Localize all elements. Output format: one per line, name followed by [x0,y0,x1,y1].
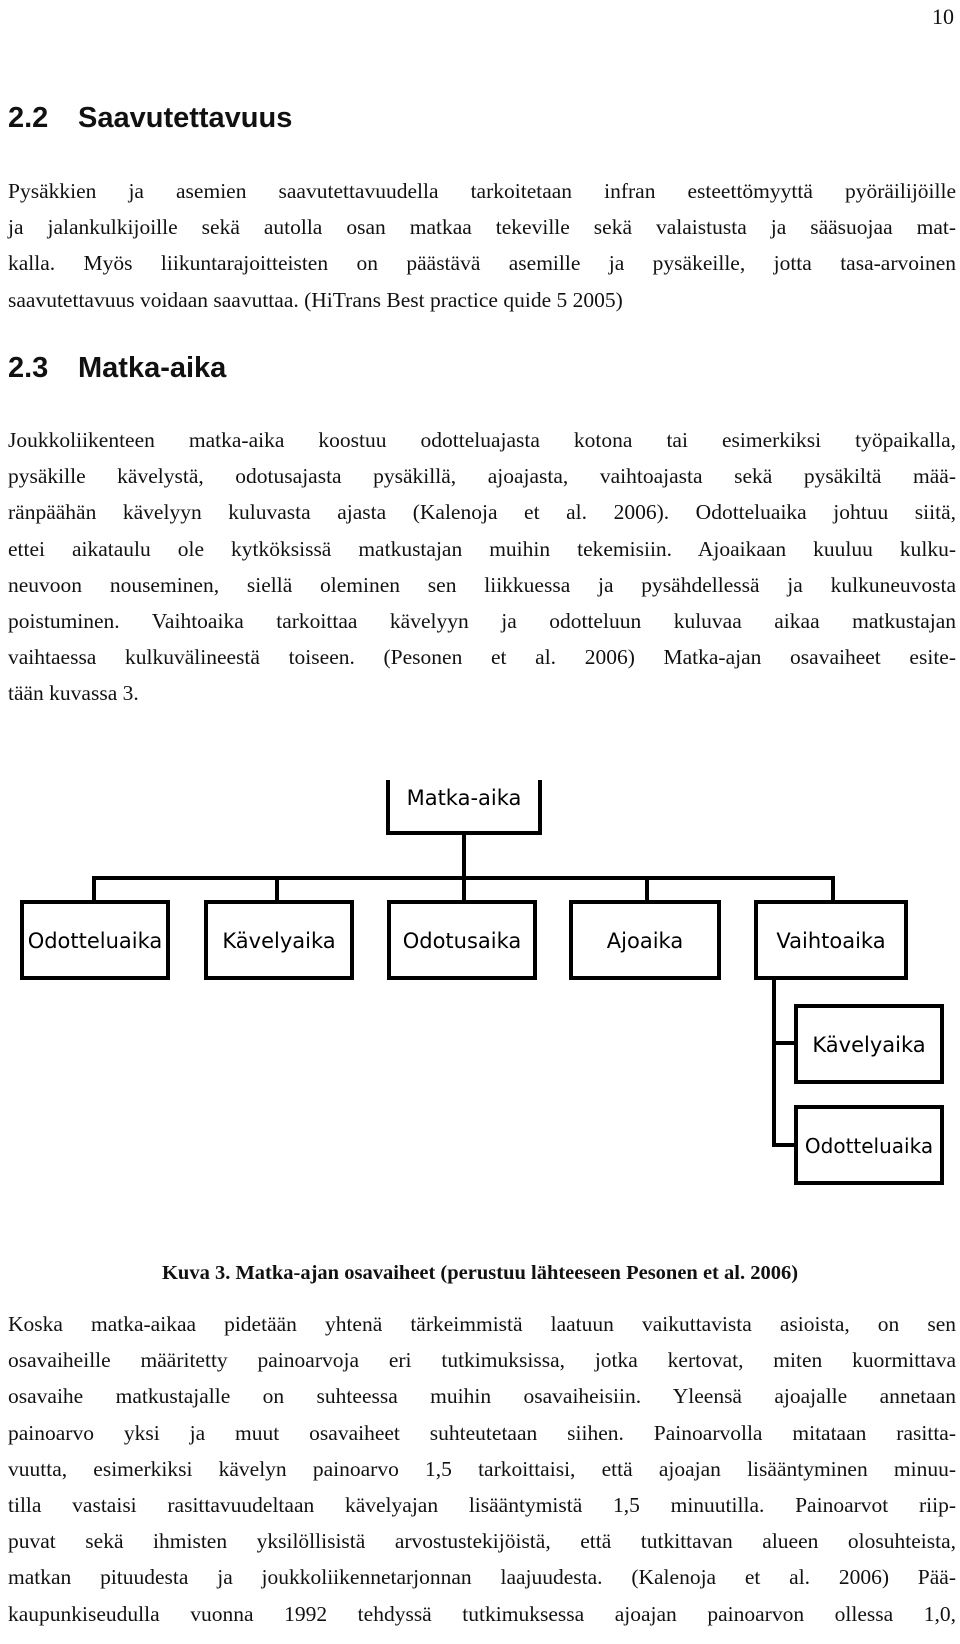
text-line: painoarvo yksi ja muut osavaiheet suhteutetaan siihen. Painoarvolla mitataan rasitta- [8,1420,956,1445]
text-line: puvat sekä ihmisten yksilöllisistä arvostustekijöistä, että tutkittavan alueen olosuhteista, [8,1529,956,1554]
node-grandchild-label: Odotteluaika [804,1134,934,1158]
diagram-connectors [94,833,833,1145]
text-line: vuutta, esimerkiksi kävelyn painoarvo 1,5 tarkoittaisi, että ajoajan lisääntyminen minuu- [8,1456,956,1481]
node-child-label: Ajoaika [606,929,684,953]
text-line: poistuminen. Vaihtoaika tarkoittaa kävelyyn ja odotteluun kuluvaa aikaa matkustajan [8,609,956,634]
text-line: Koska matka-aikaa pidetään yhtenä tärkeimmistä laatuun vaikuttavista asioista, on sen [8,1312,956,1336]
node-root-label: Matka-aika [406,786,522,810]
text-line: tään kuvassa 3. [8,681,139,706]
node-child-label: Vaihtoaika [776,929,886,953]
section-heading-2-2 [8,102,292,135]
section-title: Saavutettavuus [78,102,293,134]
text-line: ränpäähän kävelyyn kuluvasta ajasta (Kalenoja et al. 2006). Odotteluaika johtuu siitä, [8,500,956,525]
text-line: ettei aikataulu ole kytköksissä matkustajan muihin tekemisiin. Ajoaikaan kuuluu kulku- [8,536,956,561]
text-line: saavutettavuus voidaan saavuttaa. (HiTrans Best practice quide 5 2005) [8,287,623,312]
section-heading-2-3 [8,352,226,385]
text-line: tilla vastaisi rasittavuudeltaan kävelyajan lisääntymistä 1,5 minuutilla. Painoarvot riip- [8,1493,956,1518]
travel-time-hierarchy-diagram [0,780,960,1200]
text-line: neuvoon nouseminen, siellä oleminen sen liikkuessa ja pysähdellessä ja kulkuneuvosta [8,572,956,597]
figure-caption: Kuva 3. Matka-ajan osavaiheet (perustuu lähteeseen Pesonen et al. 2006) [161,1262,799,1284]
text-line: osavaihe matkustajalle on suhteessa muihin osavaiheisiin. Yleensä ajoajalle annetaan [8,1384,956,1409]
text-line: Pysäkkien ja asemien saavutettavuudella tarkoitetaan infran esteettömyyttä pyöräilijöille [8,179,956,203]
paragraph-matka-aika [8,422,956,712]
text-line: kalla. Myös liikuntarajoitteisten on päästävä asemille ja pysäkeille, jotta tasa-arvoinen [8,251,956,276]
page-number: 10 [932,4,954,29]
paragraph-saavutettavuus [8,173,956,318]
text-line: pysäkille kävelystä, odotusajasta pysäkillä, ajoajasta, vaihtoajasta sekä pysäkiltä mää- [8,464,956,489]
section-number: 2.3 [8,352,49,384]
node-grandchild-label: Kävelyaika [812,1033,926,1057]
section-number: 2.2 [8,102,49,134]
text-line: vaihtaessa kulkuvälineestä toiseen. (Pesonen et al. 2006) Matka-ajan osavaiheet esite- [8,645,956,670]
node-child-label: Odotteluaika [27,929,163,953]
text-line: kaupunkiseudulla vuonna 1992 tehdyssä tutkimuksessa ajoajan painoarvon ollessa 1,0, [8,1601,956,1626]
node-child-label: Odotusaika [402,929,522,953]
section-title: Matka-aika [78,352,227,384]
text-line: matkan pituudesta ja joukkoliikennetarjonnan laajuudesta. (Kalenoja et al. 2006) Pää- [8,1565,956,1590]
text-line: osavaiheille määritetty painoarvoja eri tutkimuksissa, jotka kertovat, miten kuormittava [8,1348,956,1373]
text-line: Joukkoliikenteen matka-aika koostuu odotteluajasta kotona tai esimerkiksi työpaikalla, [8,428,956,452]
text-line: ja jalankulkijoille sekä autolla osan matkaa tekeville sekä valaistusta ja sääsuojaa mat- [8,215,956,240]
node-child-label: Kävelyaika [222,929,336,953]
paragraph-painoarvot [8,1306,956,1632]
